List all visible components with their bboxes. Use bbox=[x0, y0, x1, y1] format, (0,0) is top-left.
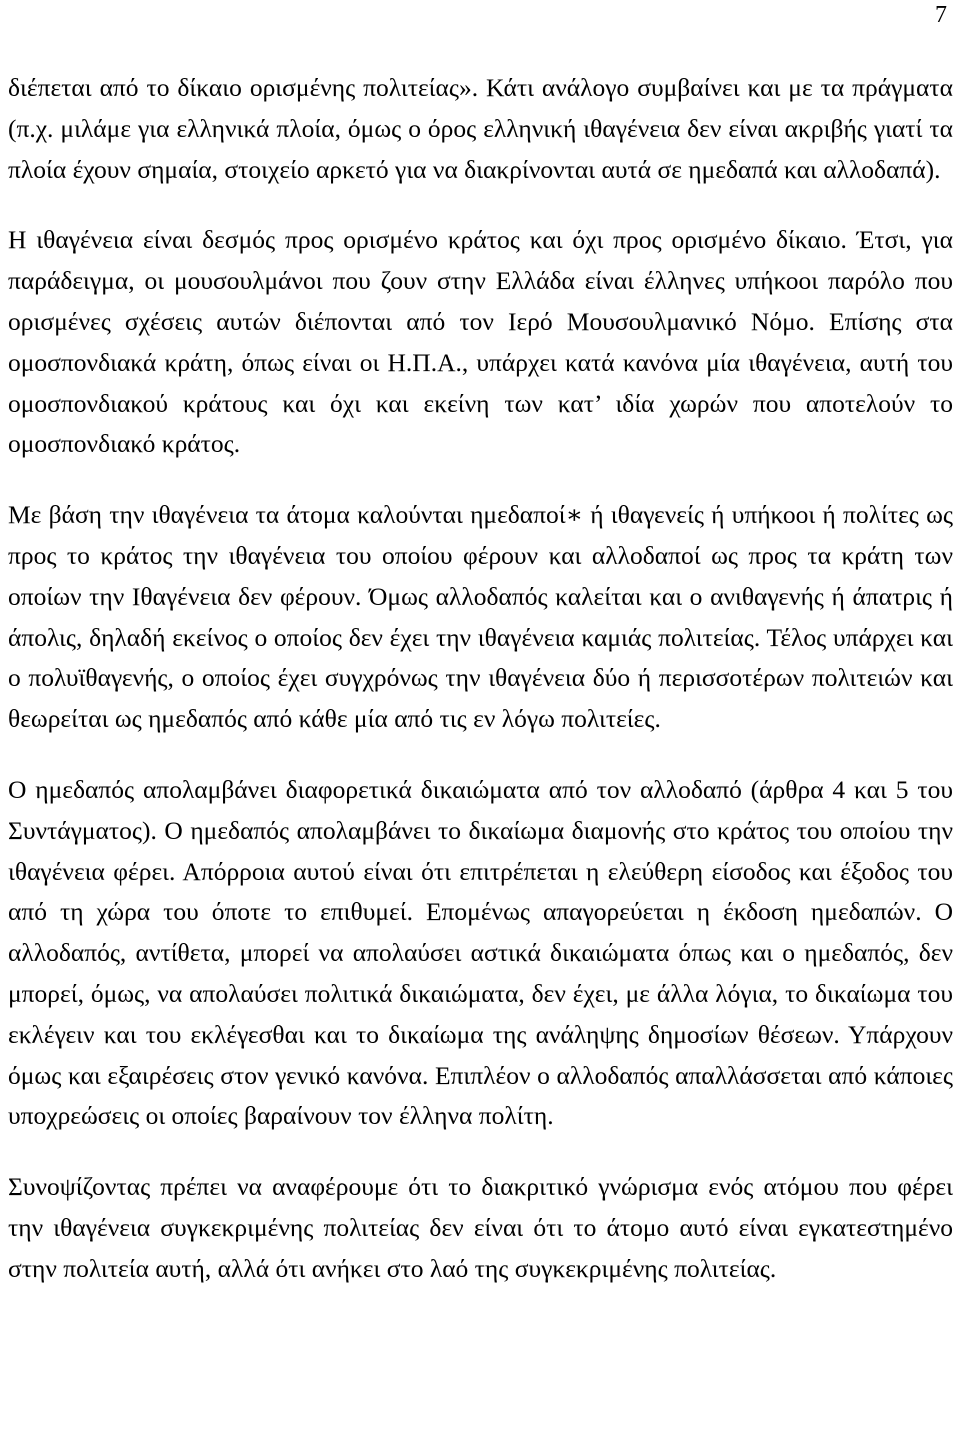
paragraph: Με βάση την ιθαγένεια τα άτομα καλούνται ημεδαποί∗ ή ιθαγενείς ή υπήκοοι ή πολίτες ως προς το κράτος την ιθαγένεια του οποίου φέρουν και αλλοδαποί ως προς τα κράτη των οποίων την Ιθαγένεια δεν φέρουν. Όμως αλλοδαπός καλείται και ο ανιθαγενής ή άπατρις ή άπολις, δηλαδή εκείνος ο οποίος δεν έχει την ιθαγένεια καμιάς πολιτείας. Τέλος υπάρχει και ο πολυϊθαγενής, ο οποίος έχει συγχρόνως την ιθαγένεια δύο ή περισσοτέρων πολιτειών και θεωρείται ως ημεδαπός από κάθε μία από τις εν λόγω πολιτείες. bbox=[8, 500, 953, 734]
document-body bbox=[8, 68, 953, 1290]
paragraph: Η ιθαγένεια είναι δεσμός προς ορισμένο κράτος και όχι προς ορισμένο δίκαιο. Έτσι, για παράδειγμα, οι μουσουλμάνοι που ζουν στην Ελλάδα είναι έλληνες υπήκοοι παρόλο που ορισμένες σχέσεις αυτών διέπονται από τον Ιερό Μουσουλμανικό Νόμο. Επίσης στα ομοσπονδιακά κράτη, όπως είναι οι Η.Π.Α., υπάρχει κατά κανόνα μία ιθαγένεια, αυτή του ομοσπονδιακού κράτους και όχι και εκείνη των κατ’ ιδία χωρών που αποτελούν το ομοσπονδιακό κράτος. bbox=[8, 225, 953, 459]
page-number: 7 bbox=[935, 2, 947, 28]
paragraph: Ο ημεδαπός απολαμβάνει διαφορετικά δικαιώματα από τον αλλοδαπό (άρθρα 4 και 5 του Συντάγματος). Ο ημεδαπός απολαμβάνει το δικαίωμα διαμονής στο κράτος του οποίου την ιθαγένεια φέρει. Απόρροια αυτού είναι ότι επιτρέπεται η ελεύθερη είσοδος και έξοδος του από τη χώρα του όποτε το επιθυμεί. Επομένως απαγορεύεται η έκδοση ημεδαπών. Ο αλλοδαπός, αντίθετα, μπορεί να απολαύσει αστικά δικαιώματα όπως και ο ημεδαπός, δεν μπορεί, όμως, να απολαύσει πολιτικά δικαιώματα, δεν έχει, με άλλα λόγια, το δικαίωμα του εκλέγειν και του εκλέγεσθαι και το δικαίωμα της ανάληψης δημοσίων θέσεων. Υπάρχουν όμως και εξαιρέσεις στον γενικό κανόνα. Επιπλέον ο αλλοδαπός απαλλάσσεται από κάποιες υποχρεώσεις οι οποίες βαραίνουν τον έλληνα πολίτη. bbox=[8, 774, 953, 1131]
paragraph: Συνοψίζοντας πρέπει να αναφέρουμε ότι το διακριτικό γνώρισμα ενός ατόμου που φέρει την ιθαγένεια συγκεκριμένης πολιτείας δεν είναι ότι το άτομο αυτό είναι εγκατεστημένο στην πολιτεία αυτή, αλλά ότι ανήκει στο λαό της συγκεκριμένης πολιτείας. bbox=[8, 1172, 953, 1283]
paragraph: διέπεται από το δίκαιο ορισμένης πολιτείας». Κάτι ανάλογο συμβαίνει και με τα πράγματα (π.χ. μιλάμε για ελληνικά πλοία, όμως ο όρος ελληνική ιθαγένεια δεν είναι ακριβής γιατί τα πλοία έχουν σημαία, στοιχείο αρκετό για να διακρίνονται αυτά σε ημεδαπά και αλλοδαπά). bbox=[8, 73, 953, 184]
